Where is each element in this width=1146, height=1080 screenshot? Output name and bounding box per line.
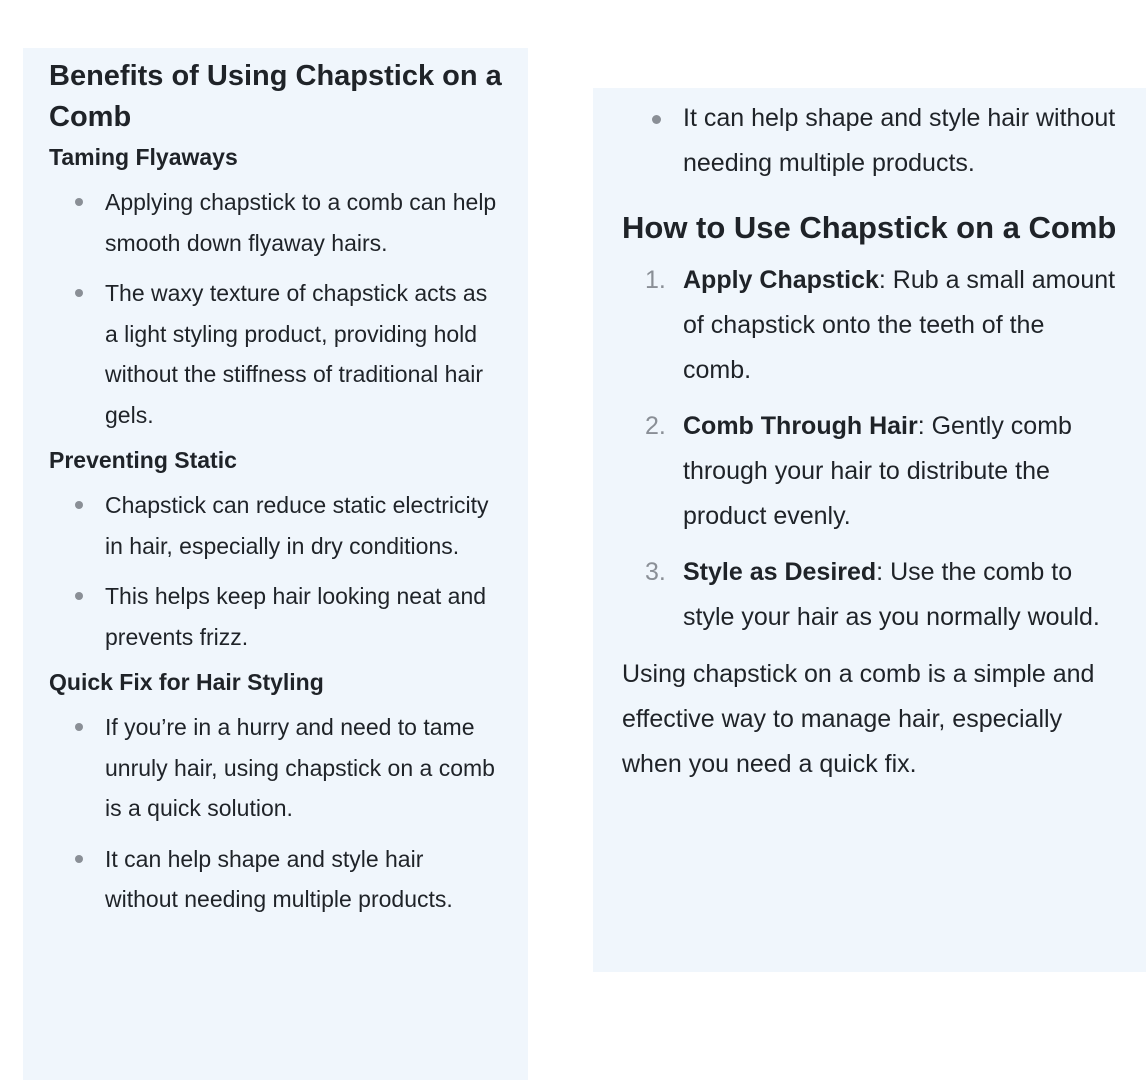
bullet-list [49,182,502,435]
list-item-text: It can help shape and style hair without needing multiple products. [105,845,453,912]
list-item [105,485,502,566]
bullet-list [622,96,1118,186]
section-heading-preventing-static: Preventing Static [49,447,237,473]
list-item-text: Applying chapstick to a comb can help smooth down flyaway hairs. [105,189,497,256]
bullet-dot-icon [652,115,661,124]
step-item [645,404,1118,539]
list-item-text: This helps keep hair looking neat and prevents frizz. [105,583,487,650]
section-heading-quick-fix: Quick Fix for Hair Styling [49,669,324,695]
benefits-title: Benefits of Using Chapstick on a Comb [49,60,502,133]
step-text: : Gently comb through your hair to distribute the product evenly. [683,412,1072,530]
step-text: : Rub a small amount of chapstick onto the teeth of the comb. [683,266,1116,384]
bullet-list [49,707,502,920]
step-number: 2. [645,412,666,440]
conclusion-paragraph: Using chapstick on a comb is a simple and effective way to manage hair, especially when you need a quick fix. [622,660,1095,778]
bullet-list [49,485,502,657]
section-heading-taming-flyaways: Taming Flyaways [49,144,238,170]
bullet-dot-icon [75,723,83,731]
list-item [105,182,502,263]
step-item [645,550,1118,640]
step-title: Comb Through Hair [683,412,918,440]
list-item [105,273,502,435]
list-item-text: The waxy texture of chapstick acts as a light styling product, providing hold without the stiffness of traditional hair gels. [105,280,488,428]
step-item [645,258,1118,393]
list-item-text: It can help shape and style hair without needing multiple products. [683,104,1116,177]
step-number: 1. [645,266,666,294]
step-text: : Use the comb to style your hair as you normally would. [683,558,1100,631]
right-content-panel [593,88,1146,972]
bullet-dot-icon [75,855,83,863]
list-item [105,707,502,829]
list-item [105,576,502,657]
bullet-dot-icon [75,501,83,509]
steps-list [622,258,1118,640]
list-item-text: If you’re in a hurry and need to tame unruly hair, using chapstick on a comb is a quick solution. [105,714,495,821]
how-to-title: How to Use Chapstick on a Comb [622,210,1117,245]
list-item [683,96,1118,186]
bullet-dot-icon [75,592,83,600]
left-content-panel [23,48,528,1080]
step-title: Style as Desired [683,558,877,586]
step-number: 3. [645,558,666,586]
list-item-text: Chapstick can reduce static electricity in hair, especially in dry conditions. [105,492,489,559]
bullet-dot-icon [75,289,83,297]
step-title: Apply Chapstick [683,266,879,294]
list-item [105,839,502,920]
bullet-dot-icon [75,198,83,206]
